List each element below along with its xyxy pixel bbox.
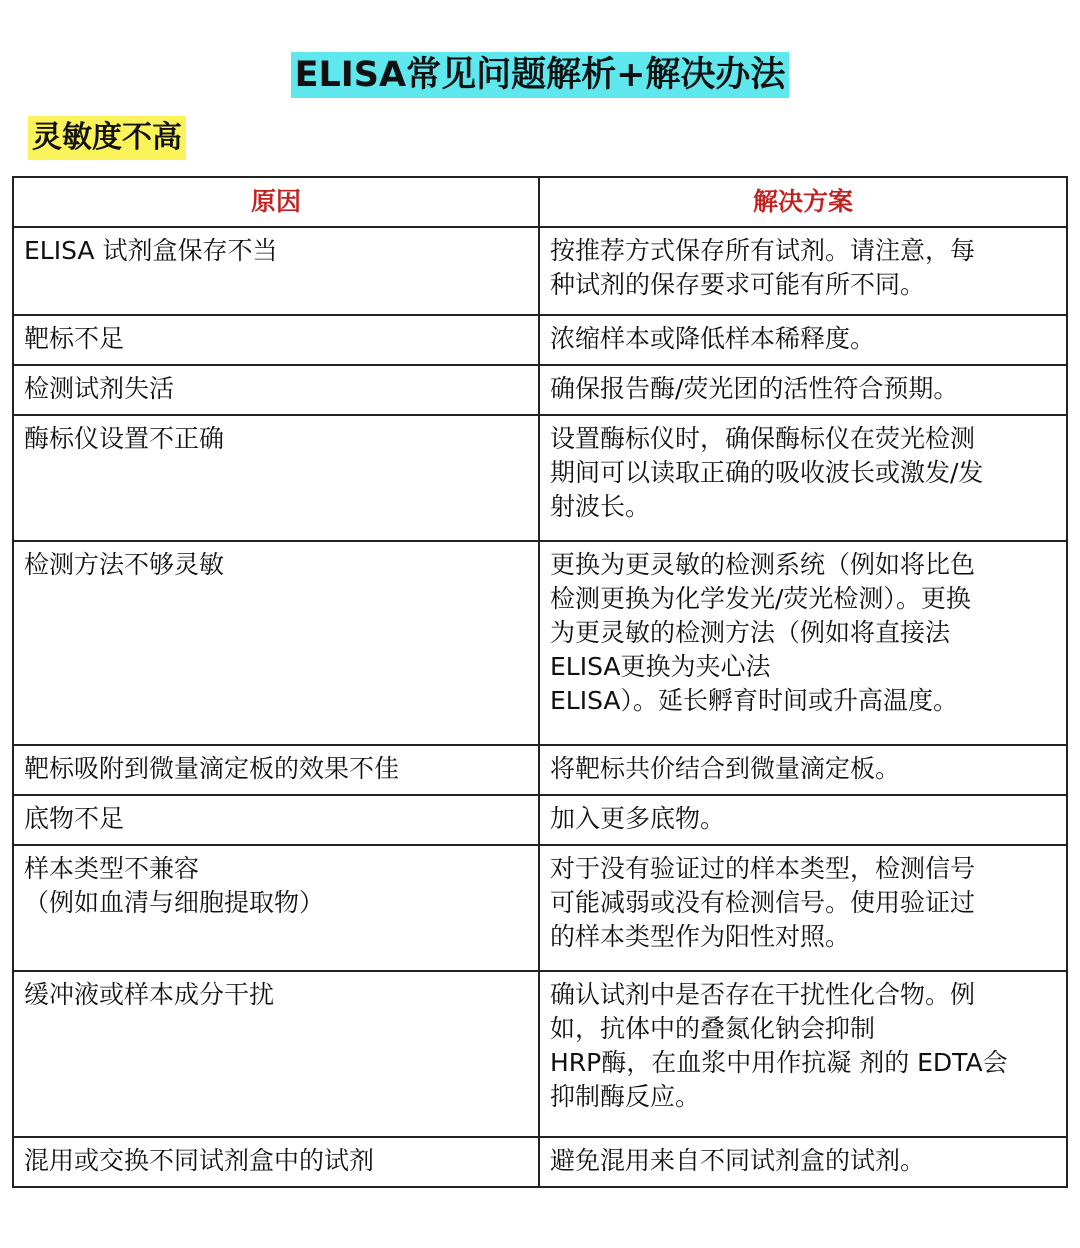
solution-text: 为更灵敏的检测方法（例如将直接法	[550, 618, 951, 647]
solution-cell	[539, 227, 1067, 315]
section-title: 灵敏度不高	[28, 116, 186, 160]
cause-cell	[13, 227, 539, 315]
table-row	[13, 365, 1067, 415]
solution-text: 检测更换为化学发光/荧光检测）。更换	[550, 584, 971, 613]
solution-text: 确保报告酶/荧光团的活性符合预期。	[550, 374, 959, 403]
cause-cell	[13, 971, 539, 1137]
solution-text: 将靶标共价结合到微量滴定板。	[550, 754, 901, 783]
cause-text: ELISA 试剂盒保存不当	[24, 236, 278, 265]
cause-cell	[13, 795, 539, 845]
cause-cell	[13, 541, 539, 745]
solution-text: 避免混用来自不同试剂盒的试剂。	[550, 1146, 926, 1175]
title-wrapper	[0, 52, 1080, 98]
cause-cell	[13, 745, 539, 795]
cause-text: 酶标仪设置不正确	[24, 424, 225, 453]
solution-text: HRP酶，在血浆中用作抗凝 剂的 EDTA会	[550, 1048, 1008, 1077]
cause-text: （例如血清与细胞提取物）	[24, 888, 325, 917]
header-cause: 原因	[13, 177, 539, 227]
table-row	[13, 1137, 1067, 1187]
solution-text: 确认试剂中是否存在干扰性化合物。例	[550, 980, 976, 1009]
solution-cell	[539, 795, 1067, 845]
cause-cell	[13, 1137, 539, 1187]
solution-text: ELISA）。延长孵育时间或升高温度。	[550, 686, 959, 715]
table-row	[13, 971, 1067, 1137]
solution-cell	[539, 845, 1067, 971]
solution-text: 设置酶标仪时，确保酶标仪在荧光检测	[550, 424, 976, 453]
solution-cell	[539, 971, 1067, 1137]
cause-cell	[13, 845, 539, 971]
cause-text: 靶标吸附到微量滴定板的效果不佳	[24, 754, 400, 783]
table-row	[13, 745, 1067, 795]
solution-text: 可能减弱或没有检测信号。使用验证过	[550, 888, 976, 917]
table-row	[13, 541, 1067, 745]
header-solution: 解决方案	[539, 177, 1067, 227]
solution-text: 按推荐方式保存所有试剂。请注意，每	[550, 236, 976, 265]
solution-cell	[539, 365, 1067, 415]
solution-text: 加入更多底物。	[550, 804, 726, 833]
page-title: ELISA常见问题解析+解决办法	[291, 52, 790, 98]
cause-cell	[13, 315, 539, 365]
table-row	[13, 795, 1067, 845]
solution-text: 种试剂的保存要求可能有所不同。	[550, 270, 926, 299]
solution-cell	[539, 1137, 1067, 1187]
solution-text: 对于没有验证过的样本类型，检测信号	[550, 854, 976, 883]
cause-text: 底物不足	[24, 804, 125, 833]
solution-cell	[539, 745, 1067, 795]
solution-text: 更换为更灵敏的检测系统（例如将比色	[550, 550, 976, 579]
cause-text: 检测试剂失活	[24, 374, 175, 403]
solution-text: 浓缩样本或降低样本稀释度。	[550, 324, 876, 353]
solution-text: 期间可以读取正确的吸收波长或激发/发	[550, 458, 984, 487]
solution-cell	[539, 415, 1067, 541]
table-header-row	[13, 177, 1067, 227]
table-row	[13, 415, 1067, 541]
troubleshooting-table	[12, 176, 1068, 1188]
solution-text: 如，抗体中的叠氮化钠会抑制	[550, 1014, 876, 1043]
solution-cell	[539, 541, 1067, 745]
table-row	[13, 227, 1067, 315]
cause-text: 缓冲液或样本成分干扰	[24, 980, 275, 1009]
cause-text: 混用或交换不同试剂盒中的试剂	[24, 1146, 375, 1175]
cause-cell	[13, 415, 539, 541]
table-row	[13, 845, 1067, 971]
solution-text: 的样本类型作为阳性对照。	[550, 922, 851, 951]
cause-text: 检测方法不够灵敏	[24, 550, 225, 579]
solution-text: 抑制酶反应。	[550, 1082, 701, 1111]
solution-text: ELISA更换为夹心法	[550, 652, 771, 681]
cause-text: 靶标不足	[24, 324, 125, 353]
cause-cell	[13, 365, 539, 415]
table-row	[13, 315, 1067, 365]
cause-text: 样本类型不兼容	[24, 854, 200, 883]
solution-cell	[539, 315, 1067, 365]
solution-text: 射波长。	[550, 492, 651, 521]
